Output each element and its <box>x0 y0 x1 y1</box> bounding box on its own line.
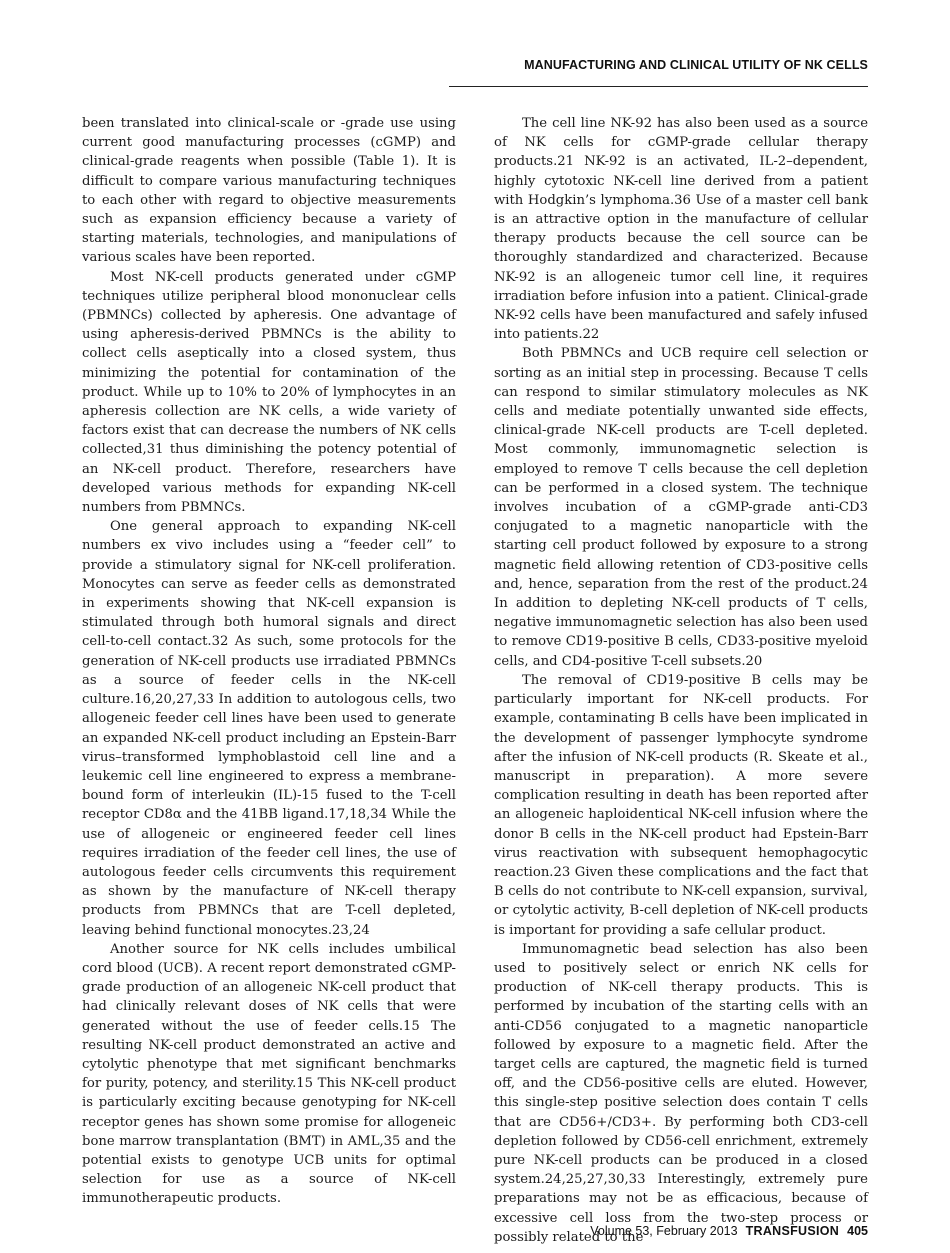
paragraph: The cell line NK-92 has also been used as a source of NK cells for cGMP-grade cellular therapy products.21 NK-92 is an activated, IL-2–dependent, highly cytotoxic NK-cell line derived from a patient with Hodgkin’s lymphoma.36 Use of a master cell bank is an attractive option in the manufacture of cellular therapy products because the cell source can be thoroughly standardized and characterized. Because NK-92 is an allogeneic tumor cell line, it requires irradiation before infusion into a patient. Clinical-grade NK-92 cells have been manufactured and safely infused into patients.22 <box>494 116 868 343</box>
volume-date: Volume 53, February 2013 <box>590 1224 738 1238</box>
left-column <box>82 114 456 1209</box>
running-title: MANUFACTURING AND CLINICAL UTILITY OF NK CELLS <box>524 58 868 72</box>
right-column <box>494 114 868 1247</box>
page-footer <box>590 1224 868 1238</box>
page-number: 405 <box>847 1224 868 1238</box>
paragraph: The removal of CD19-positive B cells may be particularly important for NK-cell products. For example, contaminating B cells have been implicated in the development of passenger lymphocyte syndrome after the infusion of NK-cell products (R. Skeate et al., manuscript in preparation). A more severe complication resulting in death has been reported after an allogeneic haploidentical NK-cell infusion where the donor B cells in the NK-cell product had Epstein-Barr virus reactivation with subsequent hemophagocytic reaction.23 Given these complications and the fact that B cells do not contribute to NK-cell expansion, survival, or cytolytic activity, B-cell depletion of NK-cell products is important for providing a safe cellular product. <box>494 672 868 938</box>
paragraph: Most NK-cell products generated under cGMP techniques utilize peripheral blood mononuclear cells (PBMNCs) collected by apheresis. One advantage of using apheresis-derived PBMNCs is the ability to collect cells aseptically into a closed system, thus minimizing the potential for contamination of the product. While up to 10% to 20% of lymphocytes in an apheresis collection are NK cells, a wide variety of factors exist that can decrease the numbers of NK cells collected,31 thus diminishing the potency potential of an NK-cell product. Therefore, researchers have developed various methods for expanding NK-cell numbers from PBMNCs. <box>82 269 456 516</box>
paragraph: One general approach to expanding NK-cell numbers ex vivo includes using a “feeder cell” to provide a stimulatory signal for NK-cell proliferation. Monocytes can serve as feeder cells as demonstrated in experiments showing that NK-cell expansion is stimulated through both humoral signals and direct cell-to-cell contact.32 As such, some protocols for the generation of NK-cell products use irradiated PBMNCs as a source of feeder cells in the NK-cell culture.16,20,27,33 In addition to autologous cells, two allogeneic feeder cell lines have been used to generate an expanded NK-cell product including an Epstein-Barr virus–transformed lymphoblastoid cell line and a leukemic cell line engineered to express a membrane-bound form of interleukin (IL)-15 fused to the T-cell receptor CD8α and the 41BB ligand.17,18,34 While the use of allogeneic or engineered feeder cell lines requires irradiation of the feeder cell lines, the use of autologous feeder cells circumvents this requirement as shown by the manufacture of NK-cell therapy products from PBMNCs that are T-cell depleted, leaving behind functional monocytes.23,24 <box>82 519 456 938</box>
journal-name: TRANSFUSION <box>745 1224 840 1238</box>
paragraph: been translated into clinical-scale or -grade use using current good manufacturing processes (cGMP) and clinical-grade reagents when possible (Table 1). It is difficult to compare various manufacturing techniques to each other with regard to objective measurements such as expansion efficiency because a variety of starting materials, technologies, and manipulations of various scales have been reported. <box>82 116 456 266</box>
paragraph: Immunomagnetic bead selection has also been used to positively select or enrich NK cells for production of NK-cell therapy products. This is performed by incubation of the starting cells with an anti-CD56 conjugated to a magnetic nanoparticle followed by exposure to a magnetic field. After the target cells are captured, the magnetic field is turned off, and the CD56-positive cells are eluted. However, this single-step positive selection does contain T cells that are CD56+/CD3+. By performing both CD3-cell depletion followed by CD56-cell enrichment, extremely pure NK-cell products can be produced in a closed system.24,25,27,30,33 Interestingly, extremely pure preparations may not be as efficacious, because of excessive cell loss from the two-step process or possibly related to the <box>494 941 868 1245</box>
header-rule <box>449 86 868 87</box>
paragraph: Another source for NK cells includes umbilical cord blood (UCB). A recent report demonstrated cGMP-grade production of an allogeneic NK-cell product that had clinically relevant doses of NK cells that were generated without the use of feeder cells.15 The resulting NK-cell product demonstrated an active and cytolytic phenotype that met significant benchmarks for purity, potency, and sterility.15 This NK-cell product is particularly exciting because genotyping for NK-cell receptor genes has shown some promise for allogeneic bone marrow transplantation (BMT) in AML,35 and the potential exists to genotype UCB units for optimal selection for use as a source of NK-cell immunotherapeutic products. <box>82 941 456 1207</box>
paragraph: Both PBMNCs and UCB require cell selection or sorting as an initial step in processing. Because T cells can respond to similar stimulatory molecules as NK cells and mediate potentially unwanted side effects, clinical-grade NK-cell products are T-cell depleted. Most commonly, immunomagnetic selection is employed to remove T cells because the cell depletion can be performed in a closed system. The technique involves incubation of a cGMP-grade anti-CD3 conjugated to a magnetic nanoparticle with the starting cell product followed by exposure to a strong magnetic field allowing retention of CD3-positive cells and, hence, separation from the rest of the product.24 In addition to depleting NK-cell products of T cells, negative immunomagnetic selection has also been used to remove CD19-positive B cells, CD33-positive myeloid cells, and CD4-positive T-cell subsets.20 <box>494 346 868 669</box>
